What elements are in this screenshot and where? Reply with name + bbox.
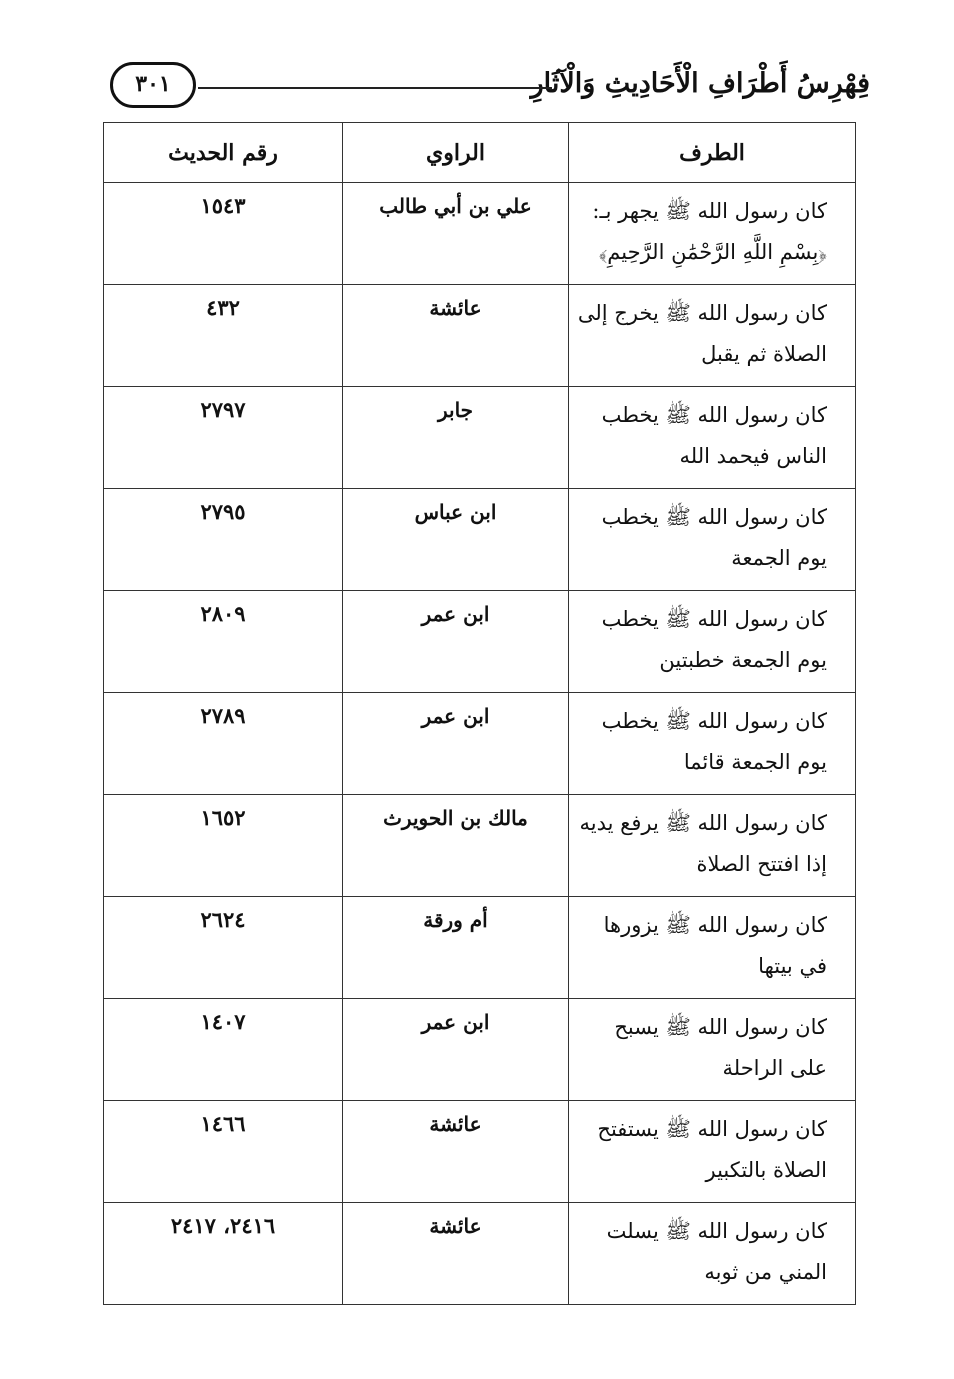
rawi-cell: عائشة (343, 1101, 569, 1203)
hadith-number-cell: ٢٦٢٤ (104, 897, 343, 999)
hadith-index-table (103, 122, 856, 1305)
table-row (104, 693, 856, 795)
table-row (104, 897, 856, 999)
table-row (104, 1101, 856, 1203)
rawi-cell: ابن عمر (343, 693, 569, 795)
taraf-cell: كان رسول الله ﷺ يسبح على الراحلة (569, 999, 856, 1101)
page-title: فِهْرِسُ أَطْرَافِ الْأَحَادِيثِ وَالْآثَارِ (530, 68, 870, 99)
rawi-cell: جابر (343, 387, 569, 489)
taraf-cell: كان رسول الله ﷺ يسلت المني من ثوبه (569, 1203, 856, 1305)
taraf-cell: كان رسول الله ﷺ يخطب يوم الجمعة (569, 489, 856, 591)
hadith-number-cell: ١٦٥٢ (104, 795, 343, 897)
table-row (104, 999, 856, 1101)
hadith-number-cell: ١٤٠٧ (104, 999, 343, 1101)
table-row (104, 591, 856, 693)
taraf-cell: كان رسول الله ﷺ يخطب يوم الجمعة قائما (569, 693, 856, 795)
taraf-cell: كان رسول الله ﷺ يرفع يديه إذا افتتح الصلاة (569, 795, 856, 897)
table-header-row (104, 123, 856, 183)
hadith-number-cell: ١٤٦٦ (104, 1101, 343, 1203)
rawi-cell: ابن عباس (343, 489, 569, 591)
hadith-number-cell: ٢٧٩٧ (104, 387, 343, 489)
hadith-number-cell: ٢٨٠٩ (104, 591, 343, 693)
page-header (110, 62, 870, 106)
column-header-rawi: الراوي (343, 123, 569, 183)
table-row (104, 489, 856, 591)
rawi-cell: ابن عمر (343, 999, 569, 1101)
header-rule (198, 87, 552, 89)
column-header-taraf: الطرف (569, 123, 856, 183)
table-row (104, 1203, 856, 1305)
table-row (104, 183, 856, 285)
rawi-cell: أم ورقة (343, 897, 569, 999)
hadith-number-cell: ١٥٤٣ (104, 183, 343, 285)
hadith-number-cell: ٢٧٩٥ (104, 489, 343, 591)
table-row (104, 387, 856, 489)
hadith-number-cell: ٤٣٢ (104, 285, 343, 387)
rawi-cell: عائشة (343, 285, 569, 387)
taraf-cell: كان رسول الله ﷺ يخطب الناس فيحمد الله (569, 387, 856, 489)
taraf-cell: كان رسول الله ﷺ يجهر بـ: ﴿بِسْمِ اللَّهِ الرَّحْمَٰنِ الرَّحِيمِ﴾ (569, 183, 856, 285)
hadith-number-cell: ٢٤١٦، ٢٤١٧ (104, 1203, 343, 1305)
table-row (104, 285, 856, 387)
taraf-cell: كان رسول الله ﷺ يخطب يوم الجمعة خطبتين (569, 591, 856, 693)
taraf-cell: كان رسول الله ﷺ يستفتح الصلاة بالتكبير (569, 1101, 856, 1203)
table-row (104, 795, 856, 897)
rawi-cell: علي بن أبي طالب (343, 183, 569, 285)
rawi-cell: عائشة (343, 1203, 569, 1305)
rawi-cell: مالك بن الحويرث (343, 795, 569, 897)
rawi-cell: ابن عمر (343, 591, 569, 693)
taraf-cell: كان رسول الله ﷺ يخرج إلى الصلاة ثم يقبل (569, 285, 856, 387)
column-header-number: رقم الحديث (104, 123, 343, 183)
hadith-number-cell: ٢٧٨٩ (104, 693, 343, 795)
taraf-cell: كان رسول الله ﷺ يزورها في بيتها (569, 897, 856, 999)
page-number-badge: ٣٠١ (110, 62, 196, 108)
